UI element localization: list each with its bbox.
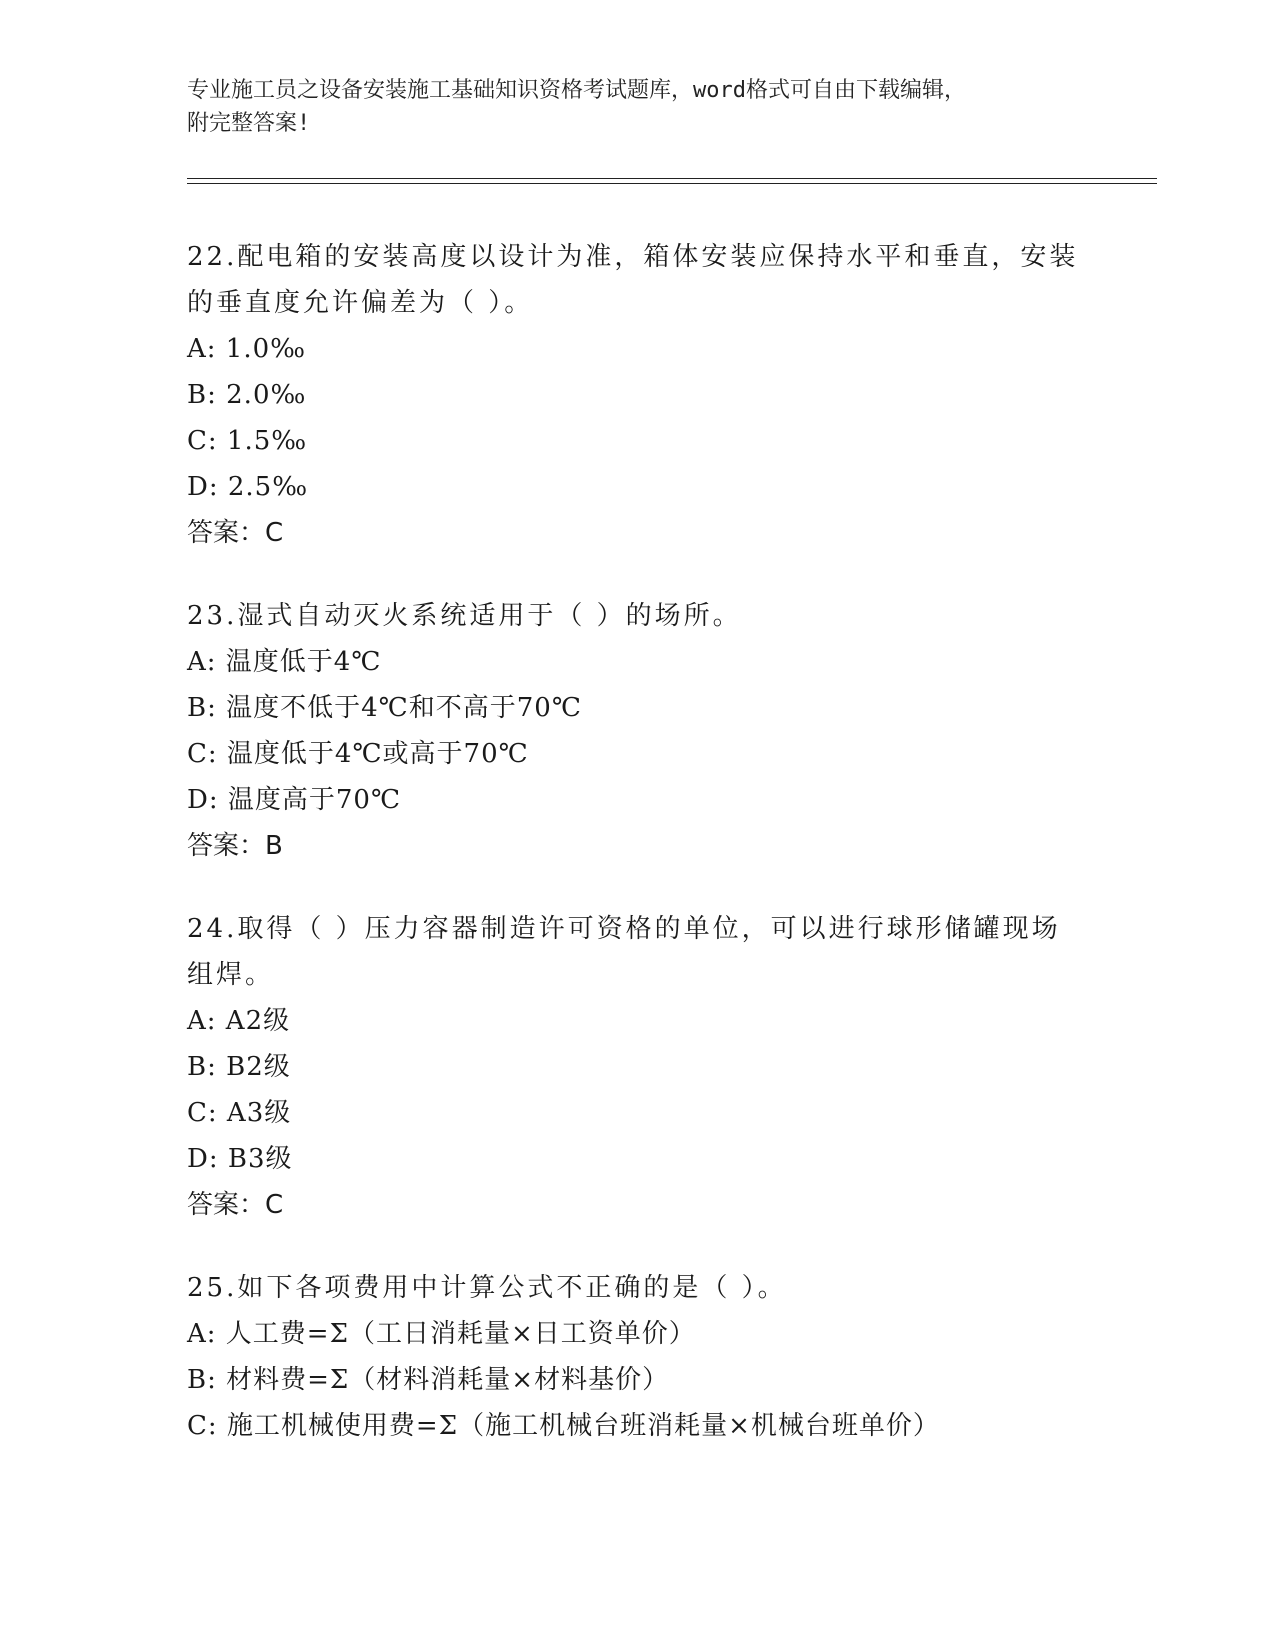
question-stem: 24.取得（ ）压力容器制造许可资格的单位，可以进行球形储罐现场组焊。	[187, 914, 1061, 990]
header-divider-top	[187, 178, 1157, 179]
header-divider-bottom	[187, 183, 1157, 184]
question-24	[187, 906, 1087, 1228]
option-d: D: B3级	[187, 1144, 293, 1174]
option-a: A: 人工费=Σ（工日消耗量×日工资单价）	[187, 1319, 696, 1349]
option-c: C: 施工机械使用费=Σ（施工机械台班消耗量×机械台班单价）	[187, 1411, 940, 1441]
option-b: B: 温度不低于4℃和不高于70℃	[187, 693, 582, 723]
option-c: C: A3级	[187, 1098, 292, 1128]
option-d: D: 温度高于70℃	[187, 785, 402, 815]
question-stem: 23.湿式自动灭火系统适用于（ ）的场所。	[187, 601, 742, 631]
question-23	[187, 593, 1087, 869]
question-list	[187, 234, 1087, 1486]
option-a: A: 1.0‰	[187, 334, 307, 364]
document-header	[187, 74, 1087, 140]
answer: 答案：B	[187, 831, 283, 861]
option-a: A: A2级	[187, 1006, 291, 1036]
option-c: C: 温度低于4℃或高于70℃	[187, 739, 529, 769]
option-c: C: 1.5‰	[187, 426, 308, 456]
question-22	[187, 234, 1087, 556]
option-b: B: 2.0‰	[187, 380, 307, 410]
answer: 答案：C	[187, 518, 284, 548]
option-d: D: 2.5‰	[187, 472, 309, 502]
header-line-1: 专业施工员之设备安装施工基础知识资格考试题库，word格式可自由下载编辑，	[187, 78, 966, 103]
question-stem: 25.如下各项费用中计算公式不正确的是（ ）。	[187, 1273, 787, 1303]
option-b: B: 材料费=Σ（材料消耗量×材料基价）	[187, 1365, 670, 1395]
answer: 答案：C	[187, 1190, 284, 1220]
question-stem: 22.配电箱的安装高度以设计为准，箱体安装应保持水平和垂直，安装的垂直度允许偏差为（ ）。	[187, 242, 1079, 318]
option-b: B: B2级	[187, 1052, 291, 1082]
header-line-2: 附完整答案!	[187, 111, 311, 136]
option-a: A: 温度低于4℃	[187, 647, 382, 677]
question-25	[187, 1265, 1087, 1449]
